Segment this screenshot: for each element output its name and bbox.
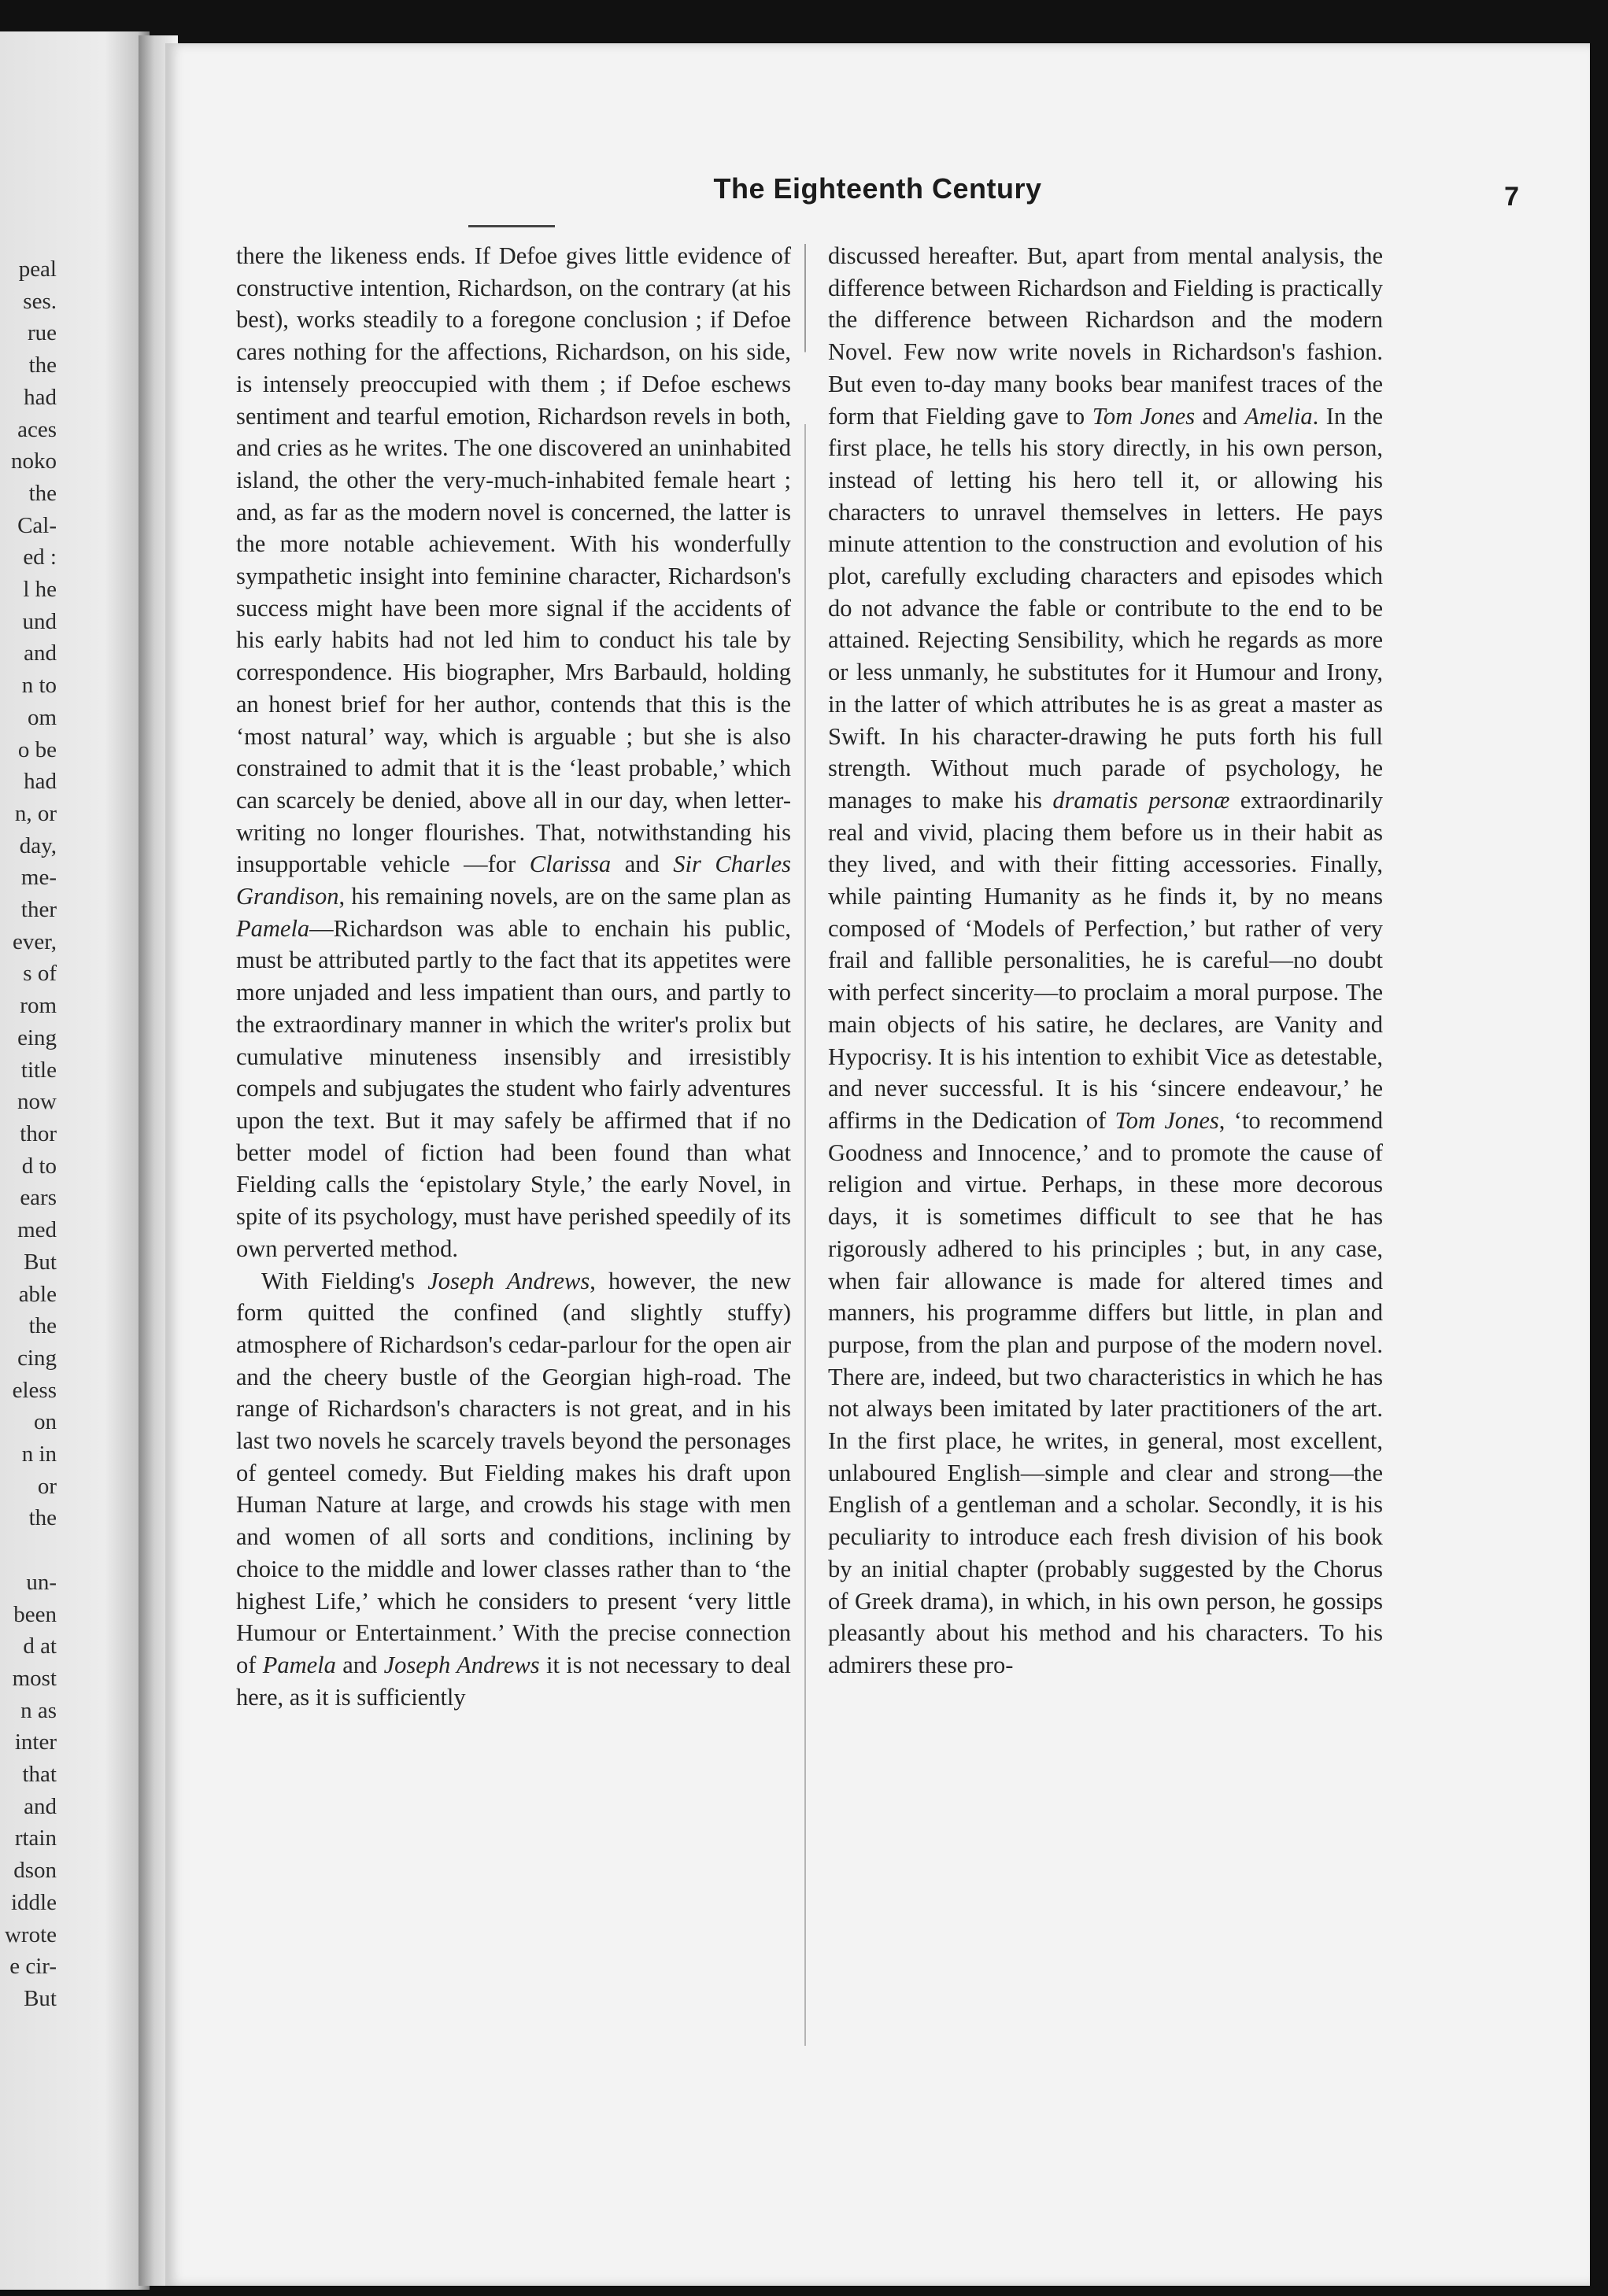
facing-page-fragment: now bbox=[17, 1089, 57, 1115]
italic-title: Pamela bbox=[236, 914, 310, 942]
facing-page-fragment: ed : bbox=[23, 544, 57, 570]
book-page bbox=[165, 43, 1590, 2286]
text-run: it is not necessary to deal here, as it is sufficiently bbox=[236, 1651, 791, 1711]
facing-page-fragment: rue bbox=[27, 320, 57, 346]
facing-page-fragment: n, or bbox=[14, 800, 57, 826]
facing-page-fragment: dson bbox=[13, 1858, 57, 1884]
italic-title: Pamela bbox=[262, 1651, 336, 1678]
paragraph bbox=[236, 240, 791, 1265]
facing-page-fragment: and bbox=[24, 640, 57, 666]
italic-title: Sir Charles Grandison bbox=[236, 851, 791, 910]
text-run: , his remaining novels, are on the same plan as bbox=[338, 883, 791, 910]
facing-page-fragment: d at bbox=[23, 1633, 57, 1659]
facing-page-fragment: Cal- bbox=[17, 512, 57, 538]
facing-page-fragment: the bbox=[28, 480, 57, 506]
facing-page-fragment: l he bbox=[23, 577, 57, 603]
facing-page-fragment: ses. bbox=[23, 288, 57, 314]
running-head: The Eighteenth Century bbox=[713, 172, 1042, 205]
text-run: and bbox=[335, 1651, 384, 1678]
facing-page-fragment: able bbox=[18, 1281, 57, 1307]
facing-page-fragment: med bbox=[17, 1217, 57, 1243]
facing-page-fragment: e cir- bbox=[9, 1954, 57, 1980]
text-run: . In the first place, he tells his story directly, in his own person, instead of letting his hero tell it, or allowing his characters to unravel themselves in letters. He pays minute attention to the construction and evolution of his plot, carefully excluding characters and episodes which do not advance the fable or contribute to the end to be attained. Rejecting Sensibility, which he regards as more or less unmanly, he substitutes for it Humour and Irony, in the latter of which attributes he is as great a master as Swift. In his character-drawing he puts forth his full strength. Without much parade of psychology, he manages to make his bbox=[828, 402, 1383, 814]
facing-page-fragment: wrote bbox=[4, 1921, 57, 1947]
facing-page-fragment: that bbox=[22, 1762, 57, 1788]
facing-page-fragment: noko bbox=[11, 448, 57, 474]
facing-page-fragment: cing bbox=[17, 1345, 57, 1371]
facing-page-fragment: on bbox=[34, 1409, 57, 1435]
facing-page-fragment: un- bbox=[26, 1569, 57, 1595]
facing-page-fragment: d to bbox=[21, 1153, 57, 1179]
facing-page-fragment: or bbox=[37, 1473, 57, 1499]
facing-page-text-fragments bbox=[5, 253, 57, 2015]
facing-page-fragment: aces bbox=[17, 416, 57, 442]
facing-page-fragment: ever, bbox=[13, 928, 57, 954]
facing-page-edge bbox=[0, 31, 150, 2290]
text-run: discussed hereafter. But, apart from mental analysis, the difference between Richardson and Fielding is practically the difference between Richardson and the modern Novel. Few now write novels in Richardson's fashion. But even to-day many books bear manifest traces of the form that Fielding gave to bbox=[828, 242, 1383, 430]
text-run: —Richardson was able to enchain his public, must be attributed partly to the fact that its appetites were more unjaded and less impatient than ours, and partly to the extraordinary manner in which the writer's prolix but cumulative minuteness insensibly and irresistibly compels and subjugates the student who fairly adventures upon the text. But it may safely be affirmed that if no better model of fiction had been found than what Fielding calls the ‘epistolary Style,’ the early Novel, in spite of its psychology, must have perished speedily of its own perverted method. bbox=[236, 914, 791, 1262]
facing-page-fragment: o be bbox=[17, 736, 57, 762]
text-run: With Fielding's bbox=[261, 1267, 428, 1294]
facing-page-fragment: most bbox=[12, 1665, 57, 1691]
facing-page-fragment: me- bbox=[20, 865, 57, 891]
facing-page-fragment: ther bbox=[20, 897, 57, 923]
facing-page-fragment: peal bbox=[18, 257, 57, 282]
text-run: and bbox=[1195, 402, 1245, 430]
text-run: and bbox=[611, 851, 674, 878]
text-run: there the likeness ends. If Defoe gives little evidence of constructive intention, Richardson, on the contrary (at his best), works steadily to a foregone conclusion ; if Defoe cares nothing for the affections, Richardson, on his side, is intensely preoccupied with them ; if Defoe eschews sentiment and tearful emotion, Richardson revels in both, and cries as he writes. The one discovered an uninhabited island, the other the very-much-inhabited female heart ; and, as far as the modern novel is concerned, the latter is the more notable achievement. With his wonderfully sympathetic insight into feminine character, Richardson's success might have been more signal if the accidents of his early habits had not led him to conduct his tale by correspondence. His biographer, Mrs Barbauld, holding an honest brief for her author, contends that this is the ‘most natural’ way, which is arguable ; but she is also constrained to admit that it is the ‘least probable,’ which can scarcely be denied, above all in our day, when letter-writing no longer flourishes. That, notwithstanding his insupportable vehicle —for bbox=[236, 242, 791, 878]
facing-page-fragment: title bbox=[20, 1057, 57, 1083]
facing-page-fragment: n as bbox=[20, 1697, 57, 1723]
facing-page-fragment: rtain bbox=[14, 1825, 57, 1851]
facing-page-fragment: n in bbox=[21, 1441, 57, 1467]
italic-title: Amelia bbox=[1244, 402, 1313, 430]
text-run: , ‘to recommend Goodness and Innocence,’ and to promote the cause of religion and virtue. Perhaps, in these more decorous days, it is sometimes difficult to see that he has rigorously adhered to his principles ; but, in any case, when fair allowance is made for altered times and manners, his programme differs but little, in plan and purpose, from the plan and purpose of the modern novel. There are, indeed, but two characteristics in which he has not always been imitated by later practitioners of the art. In the first place, he writes, in general, most excellent, unlaboured English—simple and clear and strong—the English of a gentleman and a scholar. Secondly, it is his peculiarity to introduce each fresh division of his book by an initial chapter (probably suggested by the Chorus of Greek drama), in which, in his own person, he gossips pleasantly about his method and his characters. To his admirers these pro- bbox=[828, 1106, 1383, 1678]
page-number: 7 bbox=[1504, 182, 1519, 212]
facing-page-fragment: rom bbox=[20, 993, 57, 1019]
facing-page-fragment: und bbox=[22, 608, 57, 634]
facing-page-fragment bbox=[5, 1534, 57, 1567]
facing-page-fragment: eless bbox=[12, 1377, 57, 1403]
column-divider bbox=[804, 244, 806, 2046]
facing-page-fragment: iddle bbox=[11, 1889, 57, 1915]
facing-page-fragment: eing bbox=[17, 1024, 57, 1050]
italic-title: Tom Jones bbox=[1115, 1106, 1219, 1134]
italic-title: Joseph Andrews bbox=[427, 1267, 590, 1294]
facing-page-fragment: the bbox=[28, 1505, 57, 1531]
right-text-column bbox=[828, 240, 1383, 1681]
paragraph bbox=[236, 1265, 791, 1714]
left-text-column bbox=[236, 240, 791, 1713]
facing-page-fragment: day, bbox=[19, 832, 57, 858]
paragraph bbox=[828, 240, 1383, 1681]
facing-page-fragment: had bbox=[24, 769, 57, 795]
facing-page-fragment: been bbox=[13, 1601, 57, 1627]
facing-page-fragment: thor bbox=[20, 1120, 57, 1146]
italic-title: dramatis personæ bbox=[1052, 786, 1230, 814]
facing-page-fragment: ears bbox=[20, 1185, 57, 1211]
facing-page-fragment: But bbox=[24, 1249, 57, 1275]
facing-page-fragment: But bbox=[24, 1985, 57, 2011]
facing-page-fragment: and bbox=[24, 1793, 57, 1819]
facing-page-fragment: n to bbox=[21, 673, 57, 699]
facing-page-fragment: had bbox=[24, 384, 57, 410]
facing-page-fragment: inter bbox=[14, 1729, 57, 1755]
text-run: , however, the new form quitted the confined (and slightly stuffy) atmosphere of Richardson's cedar-parlour for the open air and the cheery bustle of the Georgian high-road. The range of Richardson's characters is not great, and in his last two novels he scarcely travels beyond the personages of genteel comedy. But Fielding makes his draft upon Human Nature at large, and crowds his stage with men and women of all sorts and conditions, inclining by choice to the middle and lower classes rather than to ‘the highest Life,’ which he considers to present ‘very little Humour or Entertainment.’ With the precise connection of bbox=[236, 1267, 791, 1678]
italic-title: Joseph Andrews bbox=[383, 1651, 540, 1678]
italic-title: Tom Jones bbox=[1092, 402, 1196, 430]
facing-page-fragment: om bbox=[27, 704, 57, 730]
facing-page-fragment: the bbox=[28, 353, 57, 378]
header-rule bbox=[468, 225, 555, 227]
text-run: extraordinarily real and vivid, placing them before us in their habit as they lived, and with their fitting accessories. Finally, while painting Humanity as he finds it, by no means composed of ‘Models of Perfection,’ but rather of very frail and fallible personalities, he is careful—no doubt with perfect sincerity—to proclaim a moral purpose. The main objects of his satire, he declares, are Vanity and Hypocrisy. It is his intention to exhibit Vice as detestable, and never successful. It is his ‘sincere endeavour,’ he affirms in the Dedication of bbox=[828, 786, 1383, 1134]
italic-title: Clarissa bbox=[529, 851, 612, 878]
facing-page-fragment: the bbox=[28, 1313, 57, 1339]
facing-page-fragment: s of bbox=[23, 961, 57, 987]
